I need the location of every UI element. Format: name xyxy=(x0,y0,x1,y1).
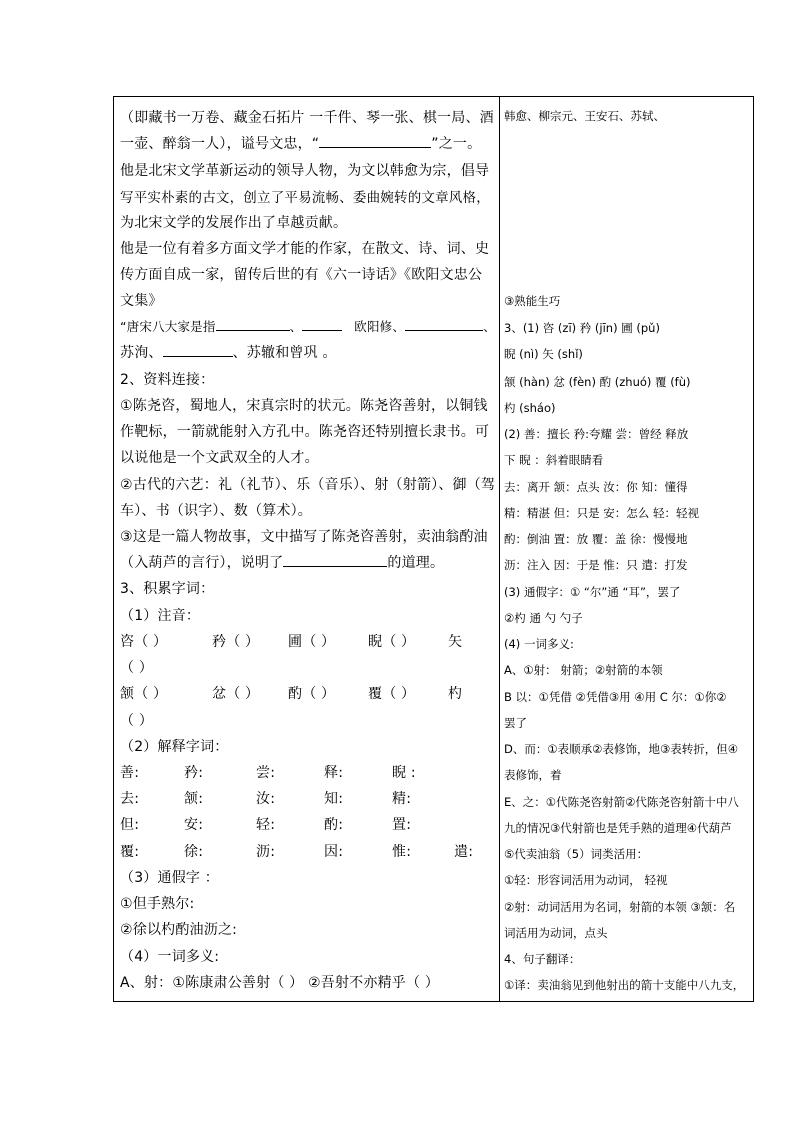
resource-line: ③这是一篇人物故事，文中描写了陈尧咨善射，卖油翁酌油 xyxy=(120,529,488,545)
tang-song-text: 苏洵、 xyxy=(120,345,163,361)
gloss-cell[interactable]: 遣: xyxy=(454,844,474,860)
answer-line: ⑤代卖油翁（5）词类活用： xyxy=(504,847,649,861)
pinyin-cell[interactable]: 咨（ ） xyxy=(120,634,168,650)
gloss-cell[interactable]: 因: xyxy=(324,844,344,860)
answer-line: (2) 善：擅长 矜:夸耀 尝：曾经 释放 xyxy=(504,427,689,441)
pinyin-cell[interactable]: 睨（ ） xyxy=(368,634,416,650)
answer-blank[interactable] xyxy=(405,316,483,331)
gloss-title: （2）解释字词： xyxy=(120,739,229,755)
intro-line: 写平实朴素的古文，创立了平易流畅、委曲婉转的文章风格， xyxy=(120,190,490,206)
answer-blank[interactable] xyxy=(163,342,233,357)
answer-line: B 以：①凭借 ②凭借③用 ④用 C 尔：①你② xyxy=(504,690,727,704)
resource-line-tail: 的道理。 xyxy=(387,555,445,571)
gloss-cell[interactable]: 安: xyxy=(184,817,204,833)
gloss-cell[interactable]: 尝: xyxy=(256,765,276,781)
answer-line: 4、句子翻译： xyxy=(504,952,581,966)
intro-line-tail: ”之一。 xyxy=(431,136,482,152)
answer-line: 杓 (sháo) xyxy=(504,401,556,415)
tongjia-item[interactable]: ①但手熟尔: xyxy=(120,896,195,912)
pinyin-cell[interactable]: 覆（ ） xyxy=(368,686,416,702)
answer-line: 罢了 xyxy=(504,716,527,730)
answer-line: 颔 (hàn) 忿 (fèn) 酌 (zhuó) 覆 (fù) xyxy=(504,375,691,389)
pinyin-cell[interactable]: 矜（ ） xyxy=(212,634,260,650)
answer-line: ①轻：形容词活用为动词， 轻视 xyxy=(504,873,668,887)
tongjia-item[interactable]: ②徐以杓酌油沥之: xyxy=(120,922,238,938)
answer-line: 睨 (nì) 矢 (shǐ) xyxy=(504,347,583,361)
resource-line: （入葫芦的言行），说明了 xyxy=(120,555,284,571)
answer-line: 下 睨 ：斜着眼睛看 xyxy=(504,453,604,467)
intro-line: 传方面自成一家，留传后世的有《六一诗话》《欧阳文忠公 xyxy=(120,267,483,283)
column-divider xyxy=(499,97,500,1001)
tang-song-text: “唐宋八大家是指 xyxy=(120,319,216,334)
gloss-cell[interactable]: 覆: xyxy=(120,844,140,860)
intro-line: 他是北宋文学革新运动的领导人物，为文以韩愈为宗，倡导 xyxy=(120,163,490,179)
gloss-cell[interactable]: 颔: xyxy=(184,791,204,807)
tang-song-text: 欧阳修、 xyxy=(354,319,406,334)
answer-line: 精：精湛 但：只是 安：怎么 轻：轻视 xyxy=(504,506,699,520)
resource-line-with-blank xyxy=(120,552,444,572)
section-3-title: 3、积累字词： xyxy=(120,581,215,597)
intro-line: 一壶、醉翁一人），谥号文忠，“ xyxy=(120,136,320,152)
answer-blank[interactable] xyxy=(302,316,342,331)
gloss-cell[interactable]: 沥: xyxy=(256,844,276,860)
answer-line: 词活用为动词，点头 xyxy=(504,926,608,940)
pinyin-cell[interactable]: 忿（ ） xyxy=(212,686,260,702)
polysemy-line[interactable]: A、射：①陈康肃公善射（ ） ②吾射不亦精乎（ ） xyxy=(120,975,440,991)
answer-line: 沥：注入 因：于是 惟：只 遣：打发 xyxy=(504,558,688,572)
answer-line: 韩愈、柳宗元、王安石、苏轼、 xyxy=(504,109,665,123)
pinyin-title: （1）注音： xyxy=(120,608,201,624)
resource-line: ②古代的六艺：礼（礼节）、乐（音乐）、射（射箭）、御（驾 xyxy=(120,477,496,493)
intro-line-with-blank xyxy=(120,133,481,153)
gloss-cell[interactable]: 知: xyxy=(324,791,344,807)
answer-line: ③熟能生巧 xyxy=(504,294,561,308)
answer-line: 酌：倒油 置：放 覆：盖 徐：慢慢地 xyxy=(504,532,688,546)
resource-line: 以说他是一个文武双全的人才。 xyxy=(120,450,319,466)
resource-line: 作靶标，一箭就能射入方孔中。陈尧咨还特别擅长隶书。可 xyxy=(120,424,490,440)
gloss-cell[interactable]: 惟: xyxy=(392,844,412,860)
answer-line: 九的情况③代射箭也是凭手熟的道理④代葫芦 xyxy=(504,821,732,835)
answer-line: A、①射： 射箭；②射箭的本领 xyxy=(504,663,663,677)
gloss-cell[interactable]: 置: xyxy=(392,817,412,833)
gloss-cell[interactable]: 汝: xyxy=(256,791,276,807)
intro-line: 他是一位有着多方面文学才能的作家，在散文、诗、词、史 xyxy=(120,241,490,257)
answer-line: ①译：卖油翁见到他射出的箭十支能中八九支， xyxy=(504,978,745,992)
gloss-cell[interactable]: 但: xyxy=(120,817,140,833)
gloss-cell[interactable]: 矜: xyxy=(184,765,204,781)
section-2-title: 2、资料连接： xyxy=(120,372,215,388)
answer-line: (3) 通假字：① “尔”通 “耳”，罢了 xyxy=(504,585,681,599)
gloss-cell[interactable]: 去: xyxy=(120,791,140,807)
intro-line: 为北宋文学的发展作出了卓越贡献。 xyxy=(120,215,348,231)
pinyin-cell[interactable]: 颔（ ） xyxy=(120,686,168,702)
answer-line: D、而：①表顺承②表修饰，地③表转折，但④ xyxy=(504,742,739,756)
pinyin-cell[interactable]: 圃（ ） xyxy=(288,634,336,650)
pinyin-cell-cont[interactable]: （ ） xyxy=(120,713,154,729)
gloss-cell[interactable]: 精: xyxy=(392,791,412,807)
answer-line: (4) 一词多义: xyxy=(504,637,574,651)
resource-line: 车）、书（识字）、数（算术）。 xyxy=(120,503,312,519)
answer-blank[interactable] xyxy=(216,316,290,331)
gloss-cell[interactable]: 徐: xyxy=(184,844,204,860)
answer-line: ②杓 通 勺 勺子 xyxy=(504,611,583,625)
gloss-cell[interactable]: 睨 : xyxy=(392,765,416,781)
tang-song-text: 、 xyxy=(483,319,496,334)
resource-line: ①陈尧咨，蜀地人，宋真宗时的状元。陈尧咨善射，以铜钱 xyxy=(120,398,488,414)
tongjia-title: （3）通假字 ： xyxy=(120,870,219,886)
pinyin-cell[interactable]: 杓 xyxy=(448,686,463,702)
answer-line: 去：离开 颔：点头 汝：你 知：懂得 xyxy=(504,480,688,494)
gloss-cell[interactable]: 释: xyxy=(324,765,344,781)
pinyin-cell[interactable]: 矢 xyxy=(448,634,463,650)
answer-blank[interactable] xyxy=(319,133,431,148)
polysemy-title: （4）一词多义: xyxy=(120,949,220,965)
intro-line: 文集》 xyxy=(120,293,163,309)
gloss-cell[interactable]: 善: xyxy=(120,765,140,781)
pinyin-cell-cont[interactable]: （ ） xyxy=(120,660,154,676)
tang-song-line-2 xyxy=(120,342,337,362)
answer-line: ②射：动词活用为名词，射箭的本领 ③颔：名 xyxy=(504,900,736,914)
answer-line: 3、(1) 咨 (zī) 矜 (jīn) 圃 (pǔ) xyxy=(504,321,660,335)
intro-line: （即藏书一万卷、藏金石拓片 一千件、琴一张、棋一局、酒 xyxy=(120,110,494,126)
tang-song-line xyxy=(120,316,496,335)
tang-song-text: 、苏辙和曾巩 。 xyxy=(232,345,337,361)
tang-song-text: 、 xyxy=(289,319,303,334)
pinyin-cell[interactable]: 酌（ ） xyxy=(288,686,336,702)
answer-line: E、之：①代陈尧咨射箭②代陈尧咨射箭十中八 xyxy=(504,795,739,809)
answer-line: 表修饰，着 xyxy=(504,768,562,782)
gloss-cell[interactable]: 轻: xyxy=(256,817,276,833)
gloss-cell[interactable]: 酌: xyxy=(324,817,344,833)
answer-blank[interactable] xyxy=(283,552,387,567)
worksheet-table xyxy=(113,96,754,1002)
